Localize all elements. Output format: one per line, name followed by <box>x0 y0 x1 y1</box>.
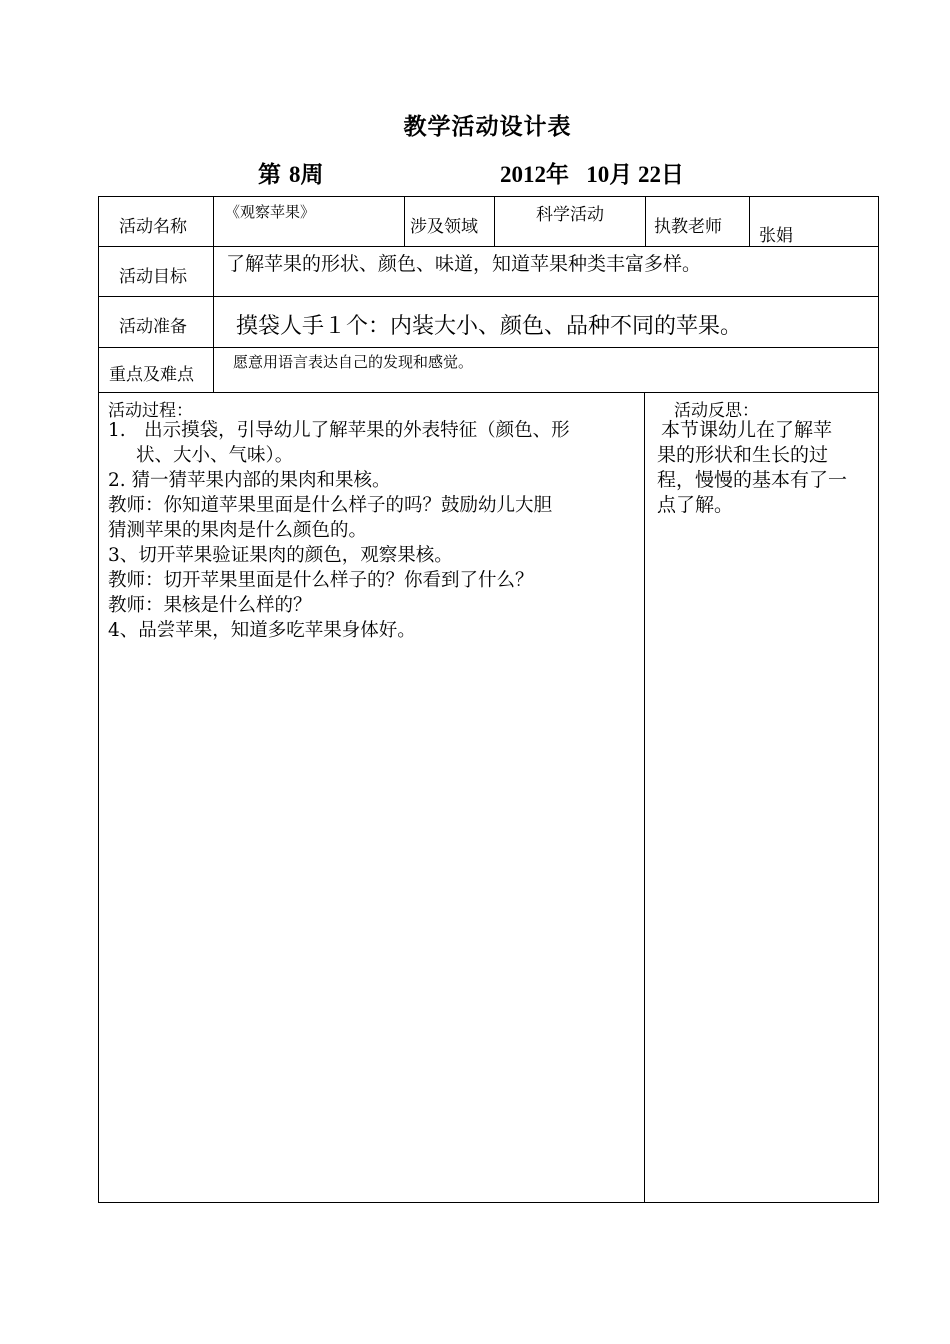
process-line: 教师：切开苹果里面是什么样子的？你看到了什么？ <box>108 570 534 591</box>
week-suffix: 周 <box>300 161 324 188</box>
domain-label: 涉及领域 <box>410 217 478 237</box>
goal-label: 活动目标 <box>119 267 187 287</box>
date-year: 2012 <box>500 162 546 187</box>
process-label: 活动过程： <box>108 401 193 421</box>
date-label <box>500 156 684 189</box>
reflection-line: 程，慢慢的基本有了一 <box>657 469 848 491</box>
process-line: 教师：果核是什么样的？ <box>108 595 312 616</box>
teacher-value: 张娟 <box>759 226 793 246</box>
date-year-unit: 年 <box>546 161 569 188</box>
reflection-label: 活动反思： <box>674 401 759 421</box>
name-column-divider <box>404 196 405 246</box>
process-line: 教师：你知道苹果里面是什么样子的吗？鼓励幼儿大胆 <box>108 495 553 516</box>
week-number: 8 <box>289 162 301 187</box>
page-title: 教学活动设计表 <box>403 113 572 140</box>
process-line: 状、大小、气味）。 <box>136 445 294 466</box>
reflection-line: 本节课幼儿在了解苹 <box>661 419 833 441</box>
label-column-divider <box>213 196 214 392</box>
teacher-column-divider <box>749 196 750 246</box>
process-line: 3、切开苹果验证果肉的颜色，观察果核。 <box>108 545 453 566</box>
week-prefix: 第 <box>258 161 281 188</box>
row-divider-1 <box>98 246 879 247</box>
process-line: 猜测苹果的果肉是什么颜色的。 <box>108 520 368 541</box>
process-content <box>108 418 570 643</box>
key-value: 愿意用语言表达自己的发现和感觉。 <box>233 353 474 371</box>
process-line: 2. 猜一猜苹果内部的果肉和果核。 <box>108 470 391 491</box>
prep-value: 摸袋人手１个：内装大小、颜色、品种不同的苹果。 <box>236 314 743 339</box>
row-divider-2 <box>98 296 879 297</box>
row-divider-3 <box>98 347 879 348</box>
reflection-line: 果的形状和生长的过 <box>657 444 829 466</box>
domain-value-column-divider <box>645 196 646 246</box>
date-month: 10 <box>586 162 610 187</box>
activity-name-label: 活动名称 <box>119 217 187 237</box>
date-day: 22 <box>638 162 661 187</box>
process-line: 1. 出示摸袋，引导幼儿了解苹果的外表特征（颜色、形 <box>108 420 570 441</box>
key-label: 重点及难点 <box>109 365 194 385</box>
week-label <box>258 156 324 189</box>
prep-label: 活动准备 <box>119 317 187 337</box>
domain-label-column-divider <box>494 196 495 246</box>
reflection-content <box>657 418 877 518</box>
date-day-unit: 日 <box>661 161 684 188</box>
reflection-column-divider <box>644 392 645 1203</box>
goal-value: 了解苹果的形状、颜色、味道，知道苹果种类丰富多样。 <box>226 253 702 275</box>
teacher-label: 执教老师 <box>654 217 722 237</box>
reflection-line: 点了解。 <box>657 494 734 516</box>
row-divider-4 <box>98 392 879 393</box>
process-line: 4、品尝苹果，知道多吃苹果身体好。 <box>108 620 416 641</box>
domain-value: 科学活动 <box>536 205 604 225</box>
activity-name-value: 《观察苹果》 <box>225 203 316 221</box>
date-month-unit: 月 <box>609 161 633 188</box>
